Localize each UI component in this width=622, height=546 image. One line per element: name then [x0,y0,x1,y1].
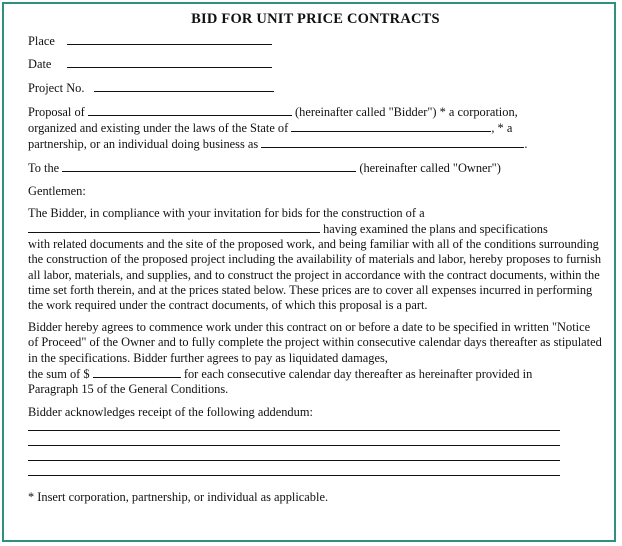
proposal-label: Proposal of [28,104,85,119]
proposal-paragraph [28,104,603,153]
paragraph-reference: Paragraph 15 of the General Conditions. [28,382,229,397]
project-row [28,80,603,96]
addendum-line-3[interactable] [28,460,560,461]
business-label: partnership, or an individual doing business as [28,137,259,152]
bidder-name-field[interactable] [88,104,292,116]
sum-label: the sum of $ [28,366,90,381]
liquidated-damages-field[interactable] [93,366,181,378]
compliance-body: with related documents and the site of the proposed work, and being familiar with all of the conditions surrounding the construction of the proposed project including the availability of materials and labor, hereby proposes to furnish all labor, materials, and supplies, and to construct the project in accordance with the contract documents, within the time set forth therein, and at the prices stated below. These prices are to cover all expenses incurred in performing the work required under the contract documents, of which this proposal is a part. [28,237,602,313]
to-label: To the [28,161,60,176]
addendum-line-4[interactable] [28,475,560,476]
date-label: Date [28,57,52,72]
place-field[interactable] [67,33,272,45]
document-frame [2,2,616,542]
form-title: BID FOR UNIT PRICE CONTRACTS [191,11,440,27]
owner-note: (hereinafter called "Owner") [359,161,501,176]
date-field[interactable] [67,56,272,68]
commencement-paragraph [28,320,603,397]
business-name-field[interactable] [261,136,524,148]
date-row [28,56,603,72]
place-label: Place [28,34,55,49]
commencement-body: Bidder hereby agrees to commence work under this contract on or before a date to be specified in written "Notice of Proceed" of the Owner and to fully complete the project within consecutive calendar days thereafter as stipulated in the specifications. Bidder further agrees to pay as liquidated damages, [28,320,602,365]
place-row [28,33,603,49]
salutation: Gentlemen: [28,183,86,198]
compliance-line1: The Bidder, in compliance with your invitation for bids for the construction of a [28,205,425,220]
project-description-field[interactable] [28,221,320,233]
sum-note: for each consecutive calendar day thereafter as hereinafter provided in [183,366,533,381]
addendum-label: Bidder acknowledges receipt of the following addendum: [28,405,313,420]
project-label: Project No. [28,80,85,95]
addendum-line-1[interactable] [28,430,560,431]
footnote: * Insert corporation, partnership, or individual as applicable. [28,490,329,505]
business-suffix: . [524,137,528,152]
bidder-compliance-paragraph [28,206,603,313]
owner-row [28,160,603,176]
bid-form [28,10,603,513]
project-number-field[interactable] [94,80,274,92]
addendum-line-2[interactable] [28,445,560,446]
addendum-lines [28,430,603,476]
state-label: organized and existing under the laws of the State of [28,121,289,136]
compliance-line2: having examined the plans and specifications [323,222,548,237]
state-field[interactable] [291,120,491,132]
bidder-note: (hereinafter called "Bidder") * a corporation, [295,104,518,119]
owner-field[interactable] [62,160,356,172]
state-suffix: , * a [491,121,513,136]
